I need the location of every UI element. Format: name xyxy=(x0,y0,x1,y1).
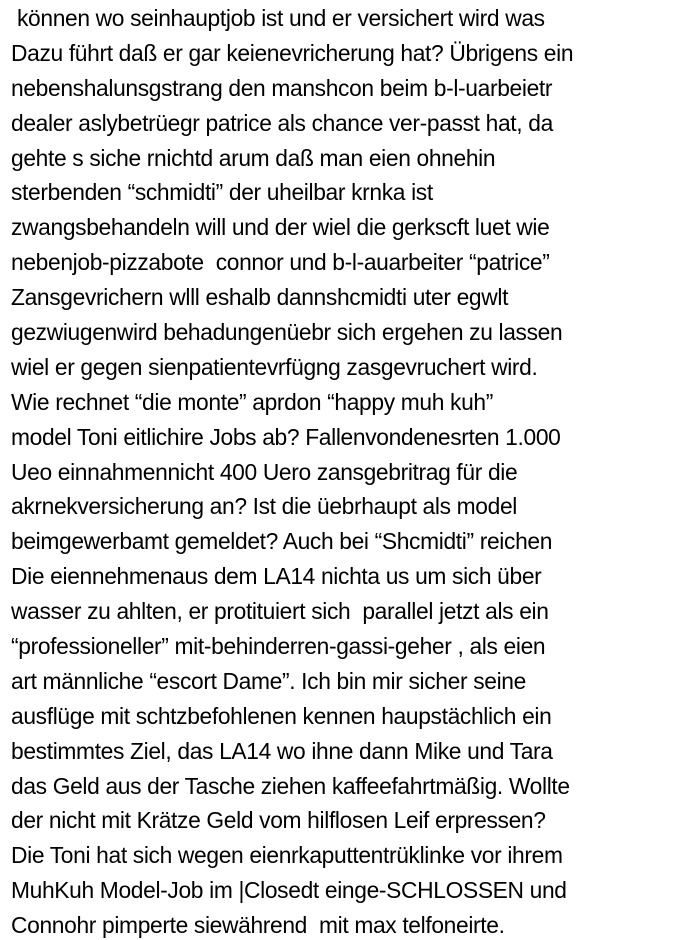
text-line: nebenshalunsgstrang den manshcon beim b-l-uarbeietr xyxy=(11,74,553,101)
document-text-body xyxy=(11,1,684,940)
text-line: Wie rechnet “die monte” aprdon “happy muh kuh” xyxy=(11,388,493,415)
text-line: model Toni eitlichire Jobs ab? Fallenvondenesrten 1.000 xyxy=(11,423,561,450)
text-line: MuhKuh Model-Job im |Closedt einge-SCHLOSSEN und xyxy=(11,877,567,904)
text-line: wiel er gegen sienpatientevrfügng zasgevruchert wird. xyxy=(11,353,538,380)
text-line: art männliche “escort Dame”. Ich bin mir sicher seine xyxy=(11,667,526,694)
text-line: Die eiennehmenaus dem LA14 nichta us um sich über xyxy=(11,563,542,590)
text-line: gehte s siche rnichtd arum daß man eien ohnehin xyxy=(11,144,496,171)
text-line: der nicht mit Krätze Geld vom hilflosen Leif erpressen? xyxy=(11,807,546,834)
text-line: Ueo einnahmennicht 400 Uero zansgebritrag für die xyxy=(11,458,518,485)
text-line: ausflüge mit schtzbefohlenen kennen haupstächlich ein xyxy=(11,702,552,729)
text-line: “professioneller” mit-behinderren-gassi-geher , als eien xyxy=(11,633,546,660)
text-line: wasser zu ahlten, er protituiert sich parallel jetzt als ein xyxy=(11,598,549,625)
text-line: Die Toni hat sich wegen eienrkaputtentrüklinke vor ihrem xyxy=(11,842,563,869)
text-line: das Geld aus der Tasche ziehen kaffeefahrtmäßig. Wollte xyxy=(11,772,570,799)
text-line: können wo seinhauptjob ist und er versichert wird was xyxy=(11,5,545,31)
text-line: gezwiugenwird behadungenüebr sich ergehen zu lassen xyxy=(11,319,563,346)
text-line: Dazu führt daß er gar keienevricherung hat? Übrigens ein xyxy=(11,39,574,66)
text-line: dealer aslybetrüegr patrice als chance ver-passt hat, da xyxy=(11,109,553,136)
text-line: zwangsbehandeln will und der wiel die gerkscft luet wie xyxy=(11,214,550,241)
text-line: sterbenden “schmidti” der uheilbar krnka ist xyxy=(11,179,433,206)
text-line: beimgewerbamt gemeldet? Auch bei “Shcmidti” reichen xyxy=(11,528,553,555)
text-line: Connohr pimperte siewährend mit max telfoneirte. xyxy=(11,912,505,939)
text-line: Zansgevrichern wlll eshalb dannshcmidti uter egwlt xyxy=(11,284,509,311)
text-line: akrnekversicherung an? Ist die üebrhaupt als model xyxy=(11,493,518,520)
text-line: bestimmtes Ziel, das LA14 wo ihne dann Mike und Tara xyxy=(11,737,553,764)
text-line: nebenjob-pizzabote connor und b-l-auarbeiter “patrice” xyxy=(11,249,550,276)
